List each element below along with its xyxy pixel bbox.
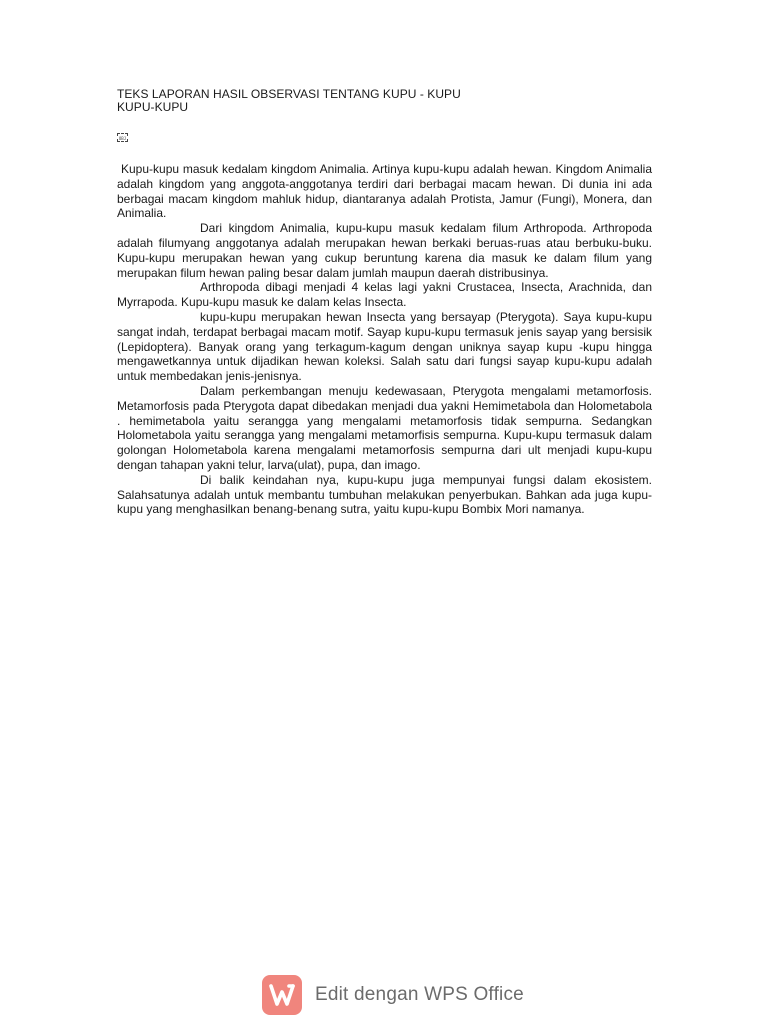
edit-with-wps-banner[interactable]	[262, 975, 524, 1015]
wps-edit-label: Edit dengan WPS Office	[315, 984, 524, 1005]
paragraph-metamorphosis: Dalam perkembangan menuju kedewasaan, Pterygota mengalami metamorfosis. Metamorfosis pada Pterygota dapat dibedakan menjadi dua yakni Hemimetabola dan Holometabola . hemimetabola yaitu serangga yang mengalami metamorfosis tidak sempurna. Sedangkan Holometabola yaitu serangga yang mengalami metamorfisis sempurna. Kupu-kupu termasuk dalam golongan Holometabola karena mengalami metamorfosis sempurna dari ult menjadi kupu-kupu dengan tahapan yakni telur, larva(ulat), pupa, dan imago.	[117, 383, 652, 472]
document-body	[117, 162, 652, 517]
embedded-object-icon: OBJ	[117, 133, 128, 142]
paragraph-class: Arthropoda dibagi menjadi 4 kelas lagi yakni Crustacea, Insecta, Arachnida, dan Myrrapoda. Kupu-kupu masuk ke dalam kelas Insecta.	[117, 280, 652, 310]
paragraph-phylum: Dari kingdom Animalia, kupu-kupu masuk kedalam filum Arthropoda. Arthropoda adalah filumyang anggotanya adalah merupakan hewan berkaki beruas-ruas atau berbuku-buku. Kupu-kupu merupakan hewan yang cukup beruntung karena dia masuk ke dalam filum yang merupakan filum hewan paling besar dalam jumlah maupun daerah distribusinya.	[117, 221, 652, 280]
paragraph-wings: kupu-kupu merupakan hewan Insecta yang bersayap (Pterygota). Saya kupu-kupu sangat indah, terdapat berbagai macam motif. Sayap kupu-kupu termasuk jenis sayap yang bersisik (Lepidoptera). Banyak orang yang terkagum-kagum dengan uniknya sayap kupu -kupu hingga mengawetkannya untuk dijadikan hewan koleksi. Salah satu dari fungsi sayap kupu-kupu adalah untuk membedakan jenis-jenisnya.	[117, 309, 652, 384]
wps-logo-icon	[262, 975, 302, 1015]
document-content	[117, 88, 652, 517]
document-title: TEKS LAPORAN HASIL OBSERVASI TENTANG KUPU - KUPU	[117, 87, 461, 101]
paragraph-ecosystem: Di balik keindahan nya, kupu-kupu juga mempunyai fungsi dalam ekosistem. Salahsatunya adalah untuk membantu tumbuhan melakukan penyerbukan. Bahkan ada juga kupu-kupu yang menghasilkan benang-benang sutra, yaitu kupu-kupu Bombix Mori namanya.	[117, 472, 652, 517]
document-subtitle: KUPU-KUPU	[117, 100, 189, 114]
paragraph-kingdom: Kupu-kupu masuk kedalam kingdom Animalia. Artinya kupu-kupu adalah hewan. Kingdom Animalia adalah kingdom yang anggota-anggotanya terdiri dari berbagai macam hewan. Di dunia ini ada berbagai macam kingdom mahluk hidup, diantaranya adalah Protista, Jamur (Fungi), Monera, dan Animalia.	[117, 162, 652, 221]
